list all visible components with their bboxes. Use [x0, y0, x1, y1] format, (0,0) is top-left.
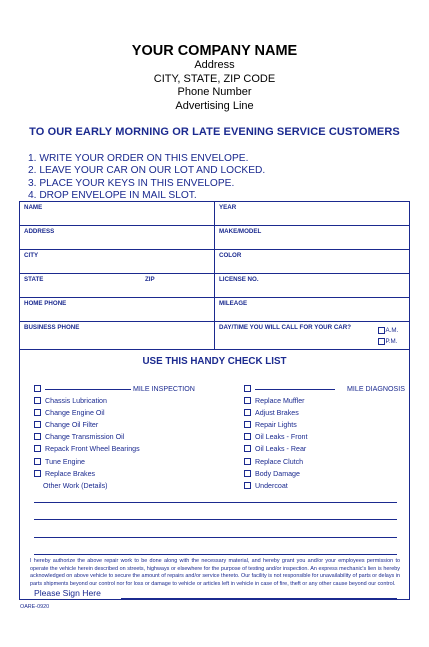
checklist-item[interactable]	[34, 431, 195, 443]
mile-inspection-label: MILE INSPECTION	[133, 385, 195, 393]
instruction-steps	[28, 153, 265, 202]
item-label: Adjust Brakes	[255, 409, 299, 418]
authorization-text: I hereby authorize the above repair work to be done along with the necessary material, and hereby grant you and/or your employees permission to operate the vehicle herein described on streets, highways or elsewhere for the purpose of testing and/or inspection. An express mechanic's lien is hereby acknowledged on above vehicle to secure the amount of repairs and/or service thereto. Our facility is not responsible for unavailability of parts or delays in parts shipments beyond our control nor for loss or damage to vehicle or articles left in vehicle in case of fire, theft or any other cause beyond our control.	[30, 558, 400, 588]
form-row-address	[20, 226, 409, 250]
home-phone-label: HOME PHONE	[24, 300, 67, 307]
checkbox[interactable]	[244, 421, 251, 428]
am-label: A.M.	[385, 327, 399, 334]
item-label: Oil Leaks - Front	[255, 433, 308, 442]
item-label: Change Engine Oil	[45, 409, 105, 418]
checklist-item[interactable]	[34, 419, 195, 431]
checkbox[interactable]	[244, 433, 251, 440]
mileage-field[interactable]	[215, 298, 409, 321]
pm-label: P.M.	[385, 338, 398, 345]
form-row-city	[20, 250, 409, 274]
am-checkbox[interactable]	[378, 327, 385, 334]
checkbox[interactable]	[244, 385, 251, 392]
checklist-item[interactable]	[244, 468, 405, 480]
step-2: 2. LEAVE YOUR CAR ON OUR LOT AND LOCKED.	[28, 165, 266, 177]
other-work-line-2[interactable]	[34, 519, 397, 520]
mile-blank[interactable]	[255, 389, 335, 390]
pm-checkbox[interactable]	[378, 338, 385, 345]
company-address: Address	[194, 59, 235, 71]
checkbox[interactable]	[34, 433, 41, 440]
city-label: CITY	[24, 252, 39, 259]
checkbox[interactable]	[244, 482, 251, 489]
checklist-item[interactable]	[34, 456, 195, 468]
other-work-line-3[interactable]	[34, 537, 397, 538]
checkbox[interactable]	[34, 445, 41, 452]
checkbox[interactable]	[244, 470, 251, 477]
service-form	[19, 201, 410, 600]
other-work-label: Other Work (Details)	[43, 481, 108, 490]
checklist-item[interactable]	[244, 456, 405, 468]
form-row-name	[20, 202, 409, 226]
checklist-item[interactable]	[34, 468, 195, 480]
checklist-title: USE THIS HANDY CHECK LIST	[142, 356, 287, 367]
checkbox[interactable]	[34, 397, 41, 404]
checklist-item[interactable]	[244, 407, 405, 419]
mile-blank[interactable]	[45, 389, 131, 390]
checklist-item[interactable]	[244, 431, 405, 443]
other-work-line-1[interactable]	[34, 502, 397, 503]
checkbox[interactable]	[244, 409, 251, 416]
item-label: Replace Clutch	[255, 457, 304, 466]
name-field[interactable]	[20, 202, 215, 225]
checklist-left	[34, 383, 195, 492]
business-phone-label: BUSINESS PHONE	[24, 324, 80, 331]
mile-diagnosis-label: MILE DIAGNOSIS	[347, 385, 405, 393]
checklist-item[interactable]	[244, 395, 405, 407]
item-label: Change Transmission Oil	[45, 433, 125, 442]
color-label: COLOR	[219, 252, 242, 259]
checkbox[interactable]	[244, 397, 251, 404]
business-phone-field[interactable]	[20, 322, 215, 349]
item-label: Repair Lights	[255, 421, 297, 430]
state-label: STATE	[24, 276, 44, 283]
service-banner: TO OUR EARLY MORNING OR LATE EVENING SERVICE CUSTOMERS	[29, 126, 400, 138]
make-model-label: MAKE/MODEL	[219, 228, 262, 235]
checkbox[interactable]	[34, 385, 41, 392]
item-label: Replace Muffler	[255, 397, 305, 406]
call-time-label: DAY/TIME YOU WILL CALL FOR YOUR CAR?	[219, 324, 352, 331]
company-city: CITY, STATE, ZIP CODE	[153, 72, 276, 85]
checklist-right	[244, 383, 405, 492]
pm-option[interactable]	[378, 338, 397, 345]
sign-label: Please Sign Here	[34, 588, 101, 598]
item-label: Tune Engine	[45, 457, 85, 466]
address-label: ADDRESS	[24, 228, 55, 235]
license-label: LICENSE NO.	[219, 276, 259, 283]
form-row-state	[20, 274, 409, 298]
year-field[interactable]	[215, 202, 409, 225]
company-advertising: Advertising Line	[175, 99, 254, 112]
checklist-item[interactable]	[34, 443, 195, 455]
state-zip-field[interactable]	[20, 274, 215, 297]
signature-line[interactable]	[121, 598, 397, 599]
checkbox[interactable]	[34, 470, 41, 477]
checklist-item[interactable]	[244, 480, 405, 492]
color-field[interactable]	[215, 250, 409, 273]
form-row-phone	[20, 298, 409, 322]
year-label: YEAR	[219, 204, 237, 211]
item-label: Replace Brakes	[45, 469, 96, 478]
form-code: OARE-0920	[20, 604, 50, 610]
checklist-item[interactable]	[34, 407, 195, 419]
name-label: NAME	[24, 204, 43, 211]
company-header	[0, 43, 429, 113]
checkbox[interactable]	[244, 458, 251, 465]
form-row-business	[20, 322, 409, 350]
step-4: 4. DROP ENVELOPE IN MAIL SLOT.	[28, 189, 197, 201]
item-label: Oil Leaks - Rear	[255, 445, 307, 454]
mile-diagnosis-row[interactable]	[244, 383, 405, 395]
company-phone: Phone Number	[177, 86, 252, 98]
step-1: 1. WRITE YOUR ORDER ON THIS ENVELOPE.	[28, 153, 249, 164]
zip-label: ZIP	[145, 276, 155, 283]
checkbox[interactable]	[34, 421, 41, 428]
city-field[interactable]	[20, 250, 215, 273]
item-label: Body Damage	[255, 469, 300, 478]
checklist-item[interactable]	[244, 419, 405, 431]
checkbox[interactable]	[34, 458, 41, 465]
mileage-label: MILEAGE	[219, 300, 248, 307]
address-field[interactable]	[20, 226, 215, 249]
checkbox[interactable]	[244, 445, 251, 452]
checklist-item[interactable]	[244, 443, 405, 455]
item-label: Change Oil Filter	[45, 421, 99, 430]
company-name: YOUR COMPANY NAME	[131, 43, 298, 59]
license-field[interactable]	[215, 274, 409, 297]
step-3: 3. PLACE YOUR KEYS IN THIS ENVELOPE.	[28, 177, 235, 189]
call-time-field[interactable]	[215, 322, 409, 349]
make-model-field[interactable]	[215, 226, 409, 249]
am-option[interactable]	[378, 327, 398, 334]
item-label: Chassis Lubrication	[45, 397, 107, 406]
mile-inspection-row[interactable]	[34, 383, 195, 395]
checklist-item[interactable]	[34, 395, 195, 407]
checkbox[interactable]	[34, 409, 41, 416]
item-label: Repack Front Wheel Bearings	[45, 445, 140, 454]
home-phone-field[interactable]	[20, 298, 215, 321]
item-label: Undercoat	[255, 481, 288, 490]
other-work-line-4[interactable]	[34, 554, 397, 555]
